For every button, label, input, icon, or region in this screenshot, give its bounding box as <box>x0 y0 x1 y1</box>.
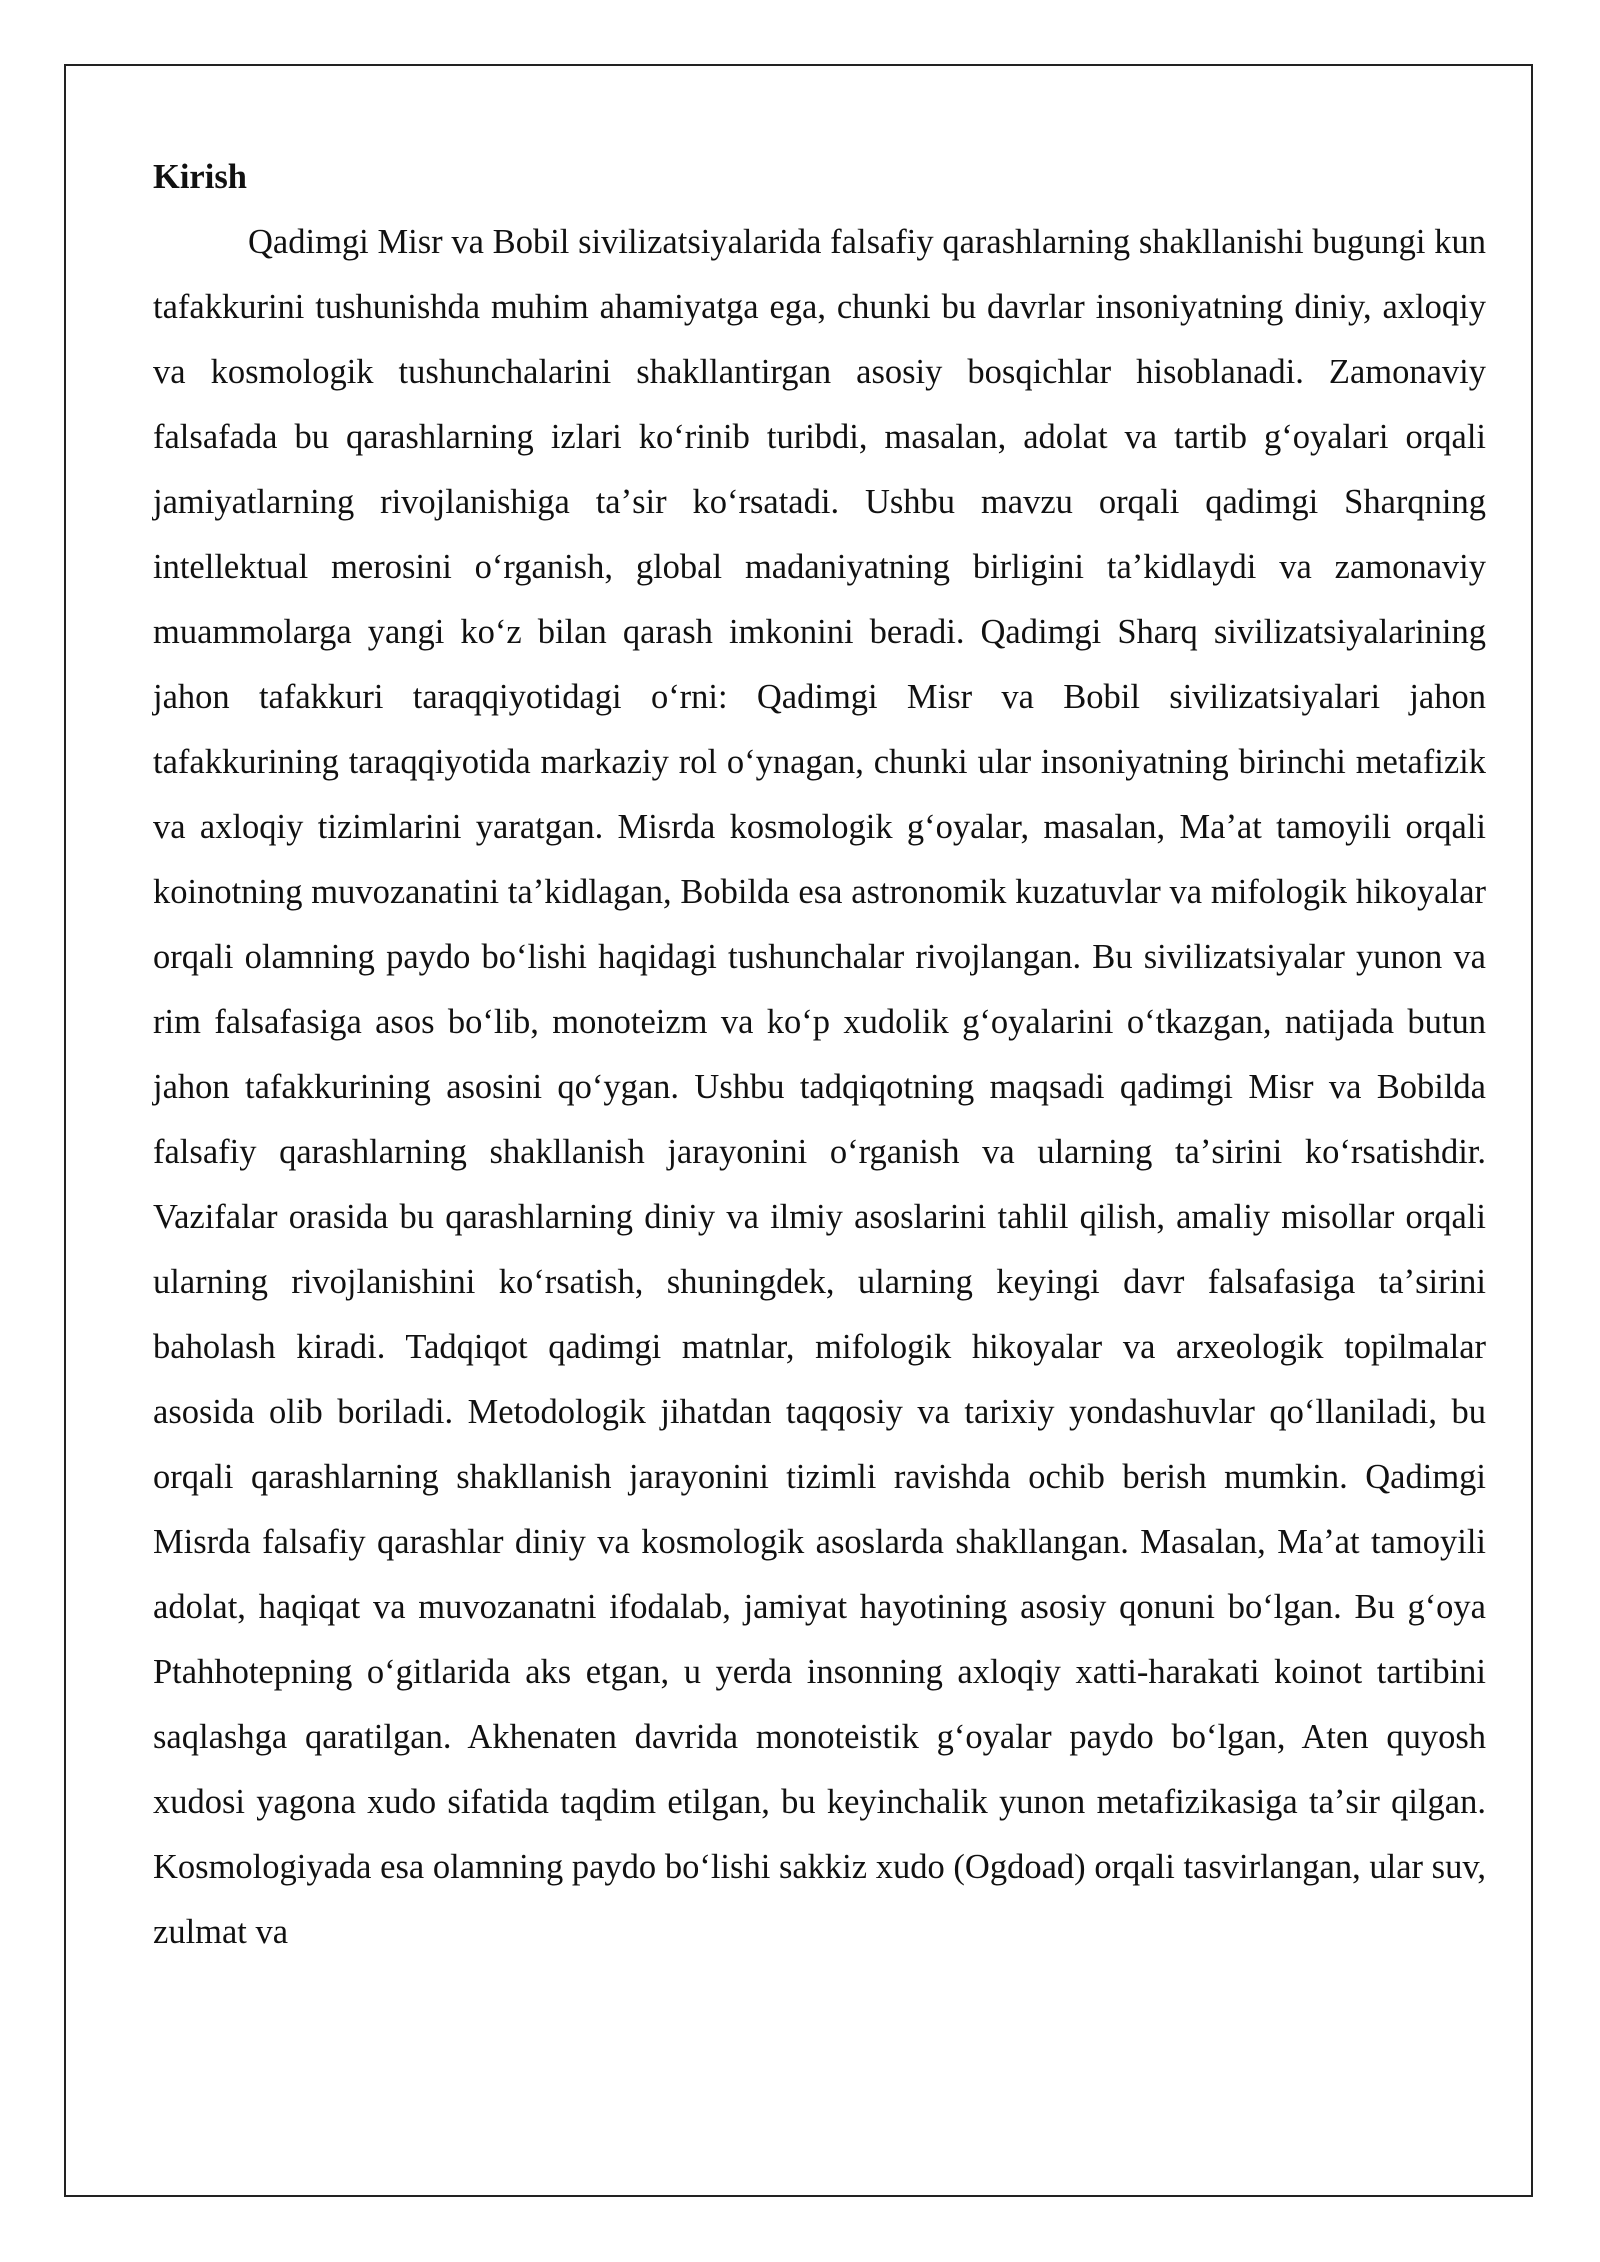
body-paragraph: Qadimgi Misr va Bobil sivilizatsiyalarida falsafiy qarashlarning shakllanishi bugungi kun tafakkurini tushunishda muhim ahamiyatga ega, chunki bu davrlar insoniyatning diniy, axloqiy va kosmologik tushunchalarini shakllantirgan asosiy bosqichlar hisoblanadi. Zamonaviy falsafada bu qarashlarning izlari koʻrinib turibdi, masalan, adolat va tartib gʻoyalari orqali jamiyatlarning rivojlanishiga taʼsir koʻrsatadi. Ushbu mavzu orqali qadimgi Sharqning intellektual merosini oʻrganish, global madaniyatning birligini taʼkidlaydi va zamonaviy muammolarga yangi koʻz bilan qarash imkonini beradi. Qadimgi Sharq sivilizatsiyalarining jahon tafakkuri taraqqiyotidagi oʻrni: Qadimgi Misr va Bobil sivilizatsiyalari jahon tafakkurining taraqqiyotida markaziy rol oʻynagan, chunki ular insoniyatning birinchi metafizik va axloqiy tizimlarini yaratgan. Misrda kosmologik gʻoyalar, masalan, Maʼat tamoyili orqali koinotning muvozanatini taʼkidlagan, Bobilda esa astronomik kuzatuvlar va mifologik hikoyalar orqali olamning paydo boʻlishi haqidagi tushunchalar rivojlangan. Bu sivilizatsiyalar yunon va rim falsafasiga asos boʻlib, monoteizm va koʻp xudolik gʻoyalarini oʻtkazgan, natijada butun jahon tafakkurining asosini qoʻygan. Ushbu tadqiqotning maqsadi qadimgi Misr va Bobilda falsafiy qarashlarning shakllanish jarayonini oʻrganish va ularning taʼsirini koʻrsatishdir. Vazifalar orasida bu qarashlarning diniy va ilmiy asoslarini tahlil qilish, amaliy misollar orqali ularning rivojlanishini koʻrsatish, shuningdek, ularning keyingi davr falsafasiga taʼsirini baholash kiradi. Tadqiqot qadimgi matnlar, mifologik hikoyalar va arxeologik topilmalar asosida olib boriladi. Metodologik jihatdan taqqosiy va tarixiy yondashuvlar qoʻllaniladi, bu orqali qarashlarning shakllanish jarayonini tizimli ravishda ochib berish mumkin. Qadimgi Misrda falsafiy qarashlar diniy va kosmologik asoslarda shakllangan. Masalan, Maʼat tamoyili adolat, haqiqat va muvozanatni ifodalab, jamiyat hayotining asosiy qonuni boʻlgan. Bu gʻoya Ptahhotepning oʻgitlarida aks etgan, u yerda insonning axloqiy xatti-harakati koinot tartibini saqlashga qaratilgan. Akhenaten davrida monoteistik gʻoyalar paydo boʻlgan, Aten quyosh xudosi yagona xudo sifatida taqdim etilgan, bu keyinchalik yunon metafizikasiga taʼsir qilgan. Kosmologiyada esa olamning paydo boʻlishi sakkiz xudo (Ogdoad) orqali tasvirlangan, ular suv, zulmat va <box>153 223 1486 1951</box>
document-body <box>153 145 1486 1965</box>
section-heading: Kirish <box>153 158 247 196</box>
